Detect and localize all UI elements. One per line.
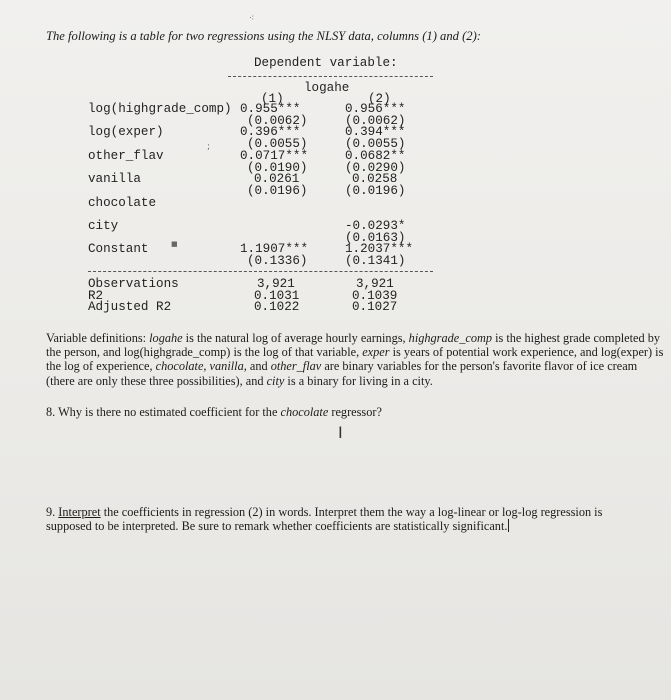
stat-1-adjusted-r2: 0.1022 bbox=[254, 300, 300, 314]
sparkle-mark-icon: ⁖ bbox=[249, 14, 255, 24]
coef-2-other-flav: 0.0682** bbox=[345, 149, 406, 163]
defs-text-2: is the highest grade completed by the person, and log(highgrade_comp) is the log of that variable, bbox=[46, 331, 661, 360]
se-2-constant: (0.1341) bbox=[345, 254, 406, 268]
stat-label-adjusted-r2: Adjusted R2 bbox=[88, 300, 172, 314]
text-cursor-icon: I bbox=[338, 423, 343, 442]
q8-post: regressor? bbox=[328, 405, 382, 419]
stat-1-r2: 0.1031 bbox=[254, 289, 300, 303]
q8-pre: 8. Why is there no estimated coefficient for the bbox=[46, 405, 281, 419]
defs-text-5: are binary variables for the person's favorite flavor of ice cream (there are only these three possibilities), and bbox=[46, 359, 638, 388]
variable-definitions bbox=[46, 331, 666, 388]
table-mid-rule bbox=[88, 271, 433, 272]
col-header-1: (1) bbox=[261, 92, 284, 106]
se-2-city: (0.0163) bbox=[345, 231, 406, 245]
coef-1-constant: 1.1907*** bbox=[240, 242, 309, 256]
se-1-other-flav: (0.0190) bbox=[247, 161, 308, 175]
coef-1-other-flav: 0.0717*** bbox=[240, 149, 309, 163]
defs-highgrade: highgrade_comp bbox=[408, 331, 493, 345]
q9-text: the coefficients in regression (2) in words. Interpret them the way a log-linear or log-log regression is supposed to be interpreted. Be sure to remark whether coefficients are statistically significant. bbox=[46, 505, 603, 534]
stat-label-r2: R2 bbox=[88, 289, 104, 303]
row-label-constant: Constant bbox=[88, 242, 149, 256]
q9-interpret: Interpret bbox=[58, 505, 101, 519]
stat-2-r2: 0.1039 bbox=[352, 289, 398, 303]
se-2-other-flav: (0.0290) bbox=[345, 161, 406, 175]
row-label-log-highgrade: log(highgrade_comp) bbox=[88, 102, 232, 116]
dependent-variable-name: logahe bbox=[304, 81, 350, 95]
stat-2-observations: 3,921 bbox=[356, 277, 394, 291]
coef-2-vanilla: 0.0258 bbox=[352, 172, 398, 186]
text-caret-icon bbox=[508, 519, 509, 532]
table-top-rule bbox=[228, 76, 433, 77]
se-1-vanilla: (0.0196) bbox=[247, 184, 308, 198]
stat-1-observations: 3,921 bbox=[257, 277, 295, 291]
q8-chocolate: chocolate bbox=[280, 405, 329, 419]
question-8 bbox=[46, 405, 382, 419]
row-label-city: city bbox=[88, 219, 119, 233]
defs-text-4: and bbox=[246, 359, 271, 374]
coef-2-log-exper: 0.394*** bbox=[345, 125, 406, 139]
defs-text-3: is years of potential work experience, and log(exper) is the log of experience, bbox=[46, 345, 664, 374]
coef-2-city: -0.0293* bbox=[345, 219, 406, 233]
defs-text-6: is a binary for living in a city. bbox=[284, 373, 433, 388]
se-2-log-exper: (0.0055) bbox=[345, 137, 406, 151]
col-header-2: (2) bbox=[368, 92, 391, 106]
coef-1-log-exper: 0.396*** bbox=[240, 125, 301, 139]
stat-label-observations: Observations bbox=[88, 277, 179, 291]
defs-other-flav: other_flav bbox=[270, 359, 322, 374]
row-label-other-flav: other_flav bbox=[88, 149, 164, 163]
se-1-log-highgrade: (0.0062) bbox=[247, 114, 308, 128]
dependent-variable-label: Dependent variable: bbox=[254, 56, 398, 70]
se-1-constant: (0.1336) bbox=[247, 254, 308, 268]
row-label-vanilla: vanilla bbox=[88, 172, 141, 186]
defs-flavors: chocolate, vanilla, bbox=[155, 359, 247, 374]
defs-logahe: logahe bbox=[149, 331, 183, 345]
intro-text: The following is a table for two regressions using the NLSY data, columns (1) and (2): bbox=[46, 29, 481, 43]
question-9[interactable] bbox=[46, 505, 636, 533]
coef-1-log-highgrade: 0.955*** bbox=[240, 102, 301, 116]
defs-text-1: is the natural log of average hourly earnings, bbox=[182, 331, 409, 345]
coef-1-vanilla: 0.0261 bbox=[254, 172, 300, 186]
se-2-log-highgrade: (0.0062) bbox=[345, 114, 406, 128]
defs-exper: exper bbox=[362, 345, 390, 360]
coef-2-constant: 1.2037*** bbox=[345, 242, 414, 256]
stray-mark-icon: ; bbox=[207, 142, 211, 152]
stray-dot-icon: ■ bbox=[171, 240, 178, 248]
row-label-log-exper: log(exper) bbox=[88, 125, 164, 139]
coef-2-log-highgrade: 0.956*** bbox=[345, 102, 406, 116]
q9-num: 9. bbox=[46, 505, 59, 519]
defs-prefix: Variable definitions: bbox=[46, 331, 150, 345]
se-1-log-exper: (0.0055) bbox=[247, 137, 308, 151]
defs-city: city bbox=[266, 373, 285, 388]
se-2-vanilla: (0.0196) bbox=[345, 184, 406, 198]
row-label-chocolate: chocolate bbox=[88, 196, 157, 210]
stat-2-adjusted-r2: 0.1027 bbox=[352, 300, 398, 314]
